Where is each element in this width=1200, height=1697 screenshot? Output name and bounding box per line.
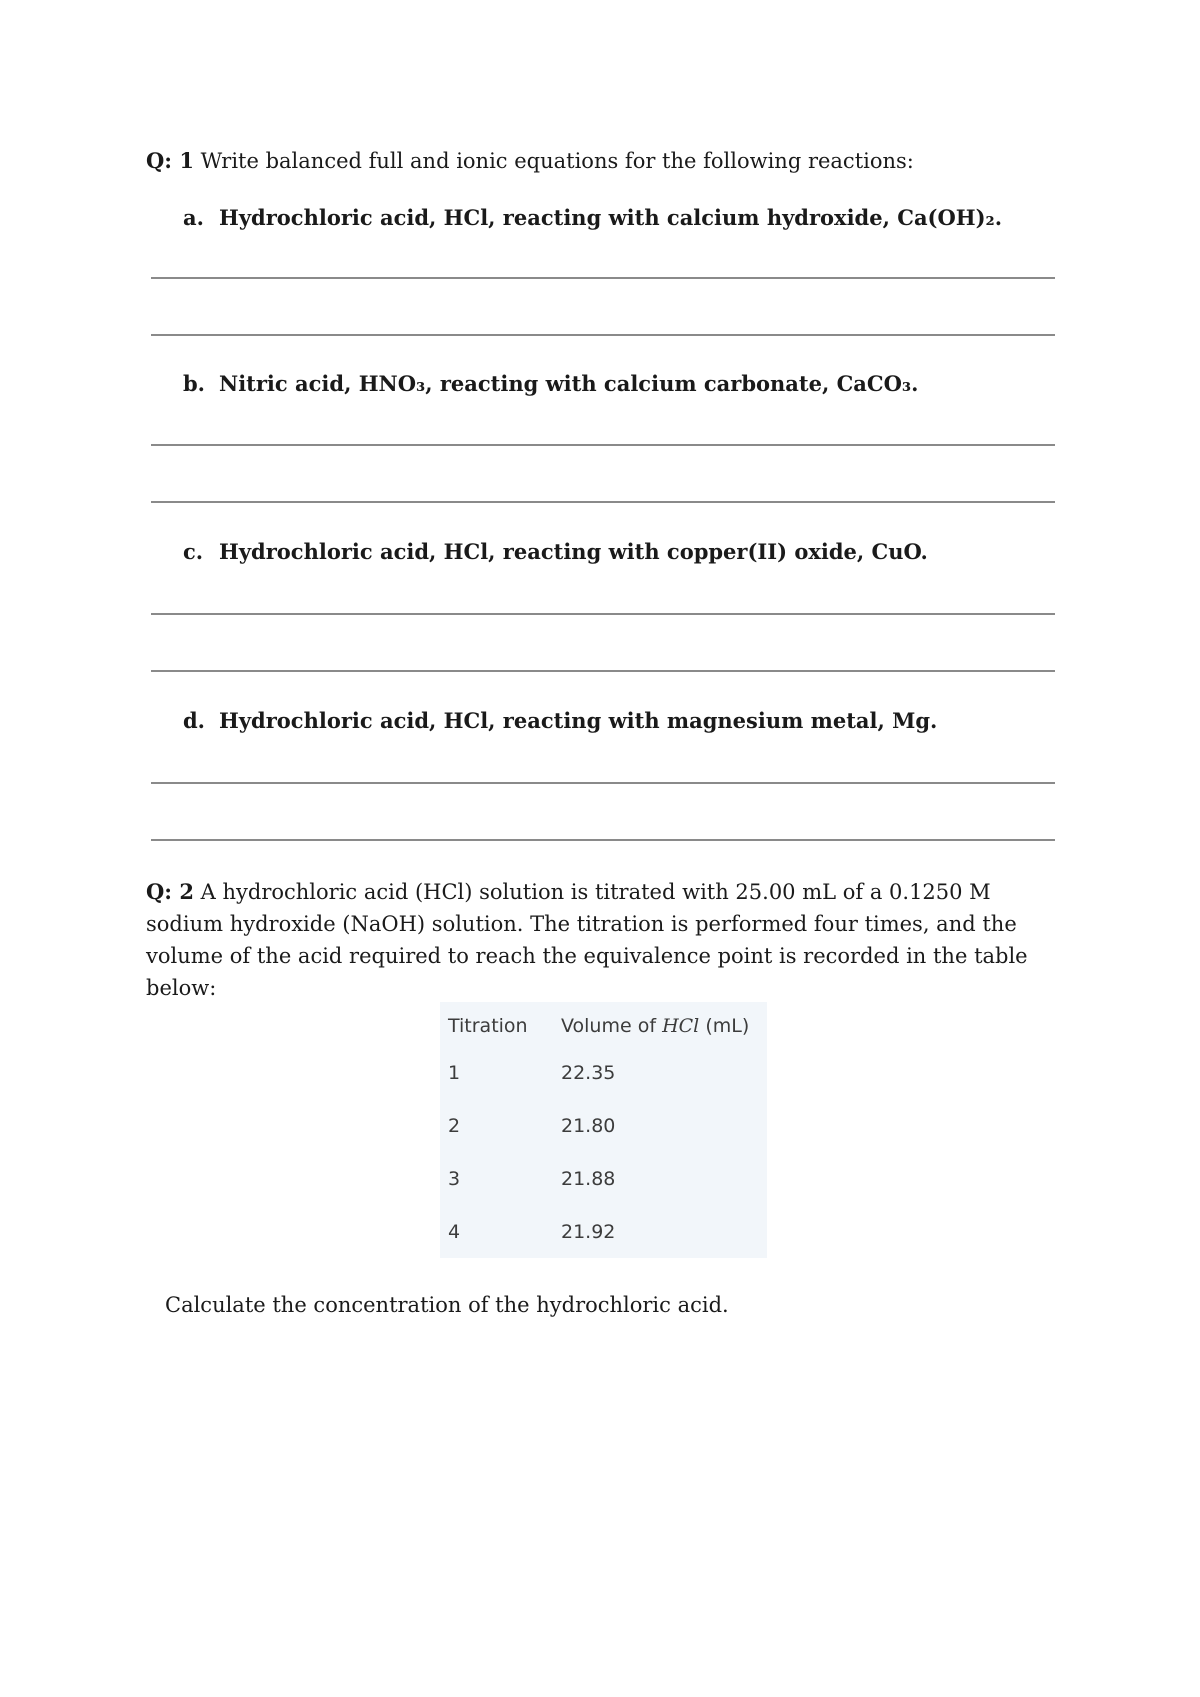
volume-value: 21.88 bbox=[561, 1167, 616, 1190]
header-volume bbox=[561, 1015, 767, 1037]
header-volume-prefix: Volume of bbox=[561, 1015, 657, 1037]
part-text: Hydrochloric acid, HCl, reacting with calcium hydroxide, Ca(OH)₂. bbox=[219, 205, 1003, 230]
answer-line[interactable] bbox=[151, 613, 1055, 615]
table-header-row bbox=[440, 1002, 767, 1046]
q1-label: Q: 1 bbox=[146, 148, 194, 173]
answer-line[interactable] bbox=[151, 501, 1055, 503]
answer-line[interactable] bbox=[151, 444, 1055, 446]
titration-number: 4 bbox=[448, 1220, 461, 1243]
q1-heading bbox=[146, 146, 914, 176]
table-row bbox=[440, 1152, 767, 1205]
part-text: Hydrochloric acid, HCl, reacting with magnesium metal, Mg. bbox=[219, 708, 938, 733]
q1-part-d bbox=[183, 706, 937, 736]
titration-number: 1 bbox=[448, 1061, 461, 1084]
answer-line[interactable] bbox=[151, 334, 1055, 336]
q1-part-a bbox=[183, 203, 1002, 233]
part-letter: a. bbox=[183, 205, 204, 230]
part-text: Hydrochloric acid, HCl, reacting with copper(II) oxide, CuO. bbox=[219, 539, 928, 564]
part-letter: c. bbox=[183, 539, 204, 564]
q2-instruction: Calculate the concentration of the hydrochloric acid. bbox=[165, 1293, 729, 1317]
volume-value: 21.80 bbox=[561, 1114, 616, 1137]
table-row bbox=[440, 1205, 767, 1258]
volume-value: 22.35 bbox=[561, 1061, 616, 1084]
q2-prompt: A hydrochloric acid (HCl) solution is titrated with 25.00 mL of a 0.1250 M sodium hydroxide (NaOH) solution. The titration is performed four times, and the volume of the acid required to reach the equivalence point is recorded in the table below: bbox=[146, 880, 1028, 1000]
part-text: Nitric acid, HNO₃, reacting with calcium carbonate, CaCO₃. bbox=[219, 371, 919, 396]
part-letter: d. bbox=[183, 708, 205, 733]
part-letter: b. bbox=[183, 371, 205, 396]
q1-prompt: Write balanced full and ionic equations for the following reactions: bbox=[200, 149, 914, 173]
titration-table bbox=[440, 1002, 767, 1258]
header-volume-formula: HCl bbox=[662, 1015, 700, 1037]
volume-value: 21.92 bbox=[561, 1220, 616, 1243]
header-volume-unit: (mL) bbox=[705, 1015, 750, 1037]
table-row bbox=[440, 1046, 767, 1099]
q2-label: Q: 2 bbox=[146, 879, 194, 904]
table-row bbox=[440, 1099, 767, 1152]
titration-number: 2 bbox=[448, 1114, 461, 1137]
answer-line[interactable] bbox=[151, 839, 1055, 841]
answer-line[interactable] bbox=[151, 782, 1055, 784]
q1-part-b bbox=[183, 369, 918, 399]
answer-line[interactable] bbox=[151, 277, 1055, 279]
q2-paragraph bbox=[146, 876, 1066, 1004]
q1-part-c bbox=[183, 537, 928, 567]
header-titration: Titration bbox=[448, 1015, 528, 1037]
answer-line[interactable] bbox=[151, 670, 1055, 672]
titration-number: 3 bbox=[448, 1167, 461, 1190]
